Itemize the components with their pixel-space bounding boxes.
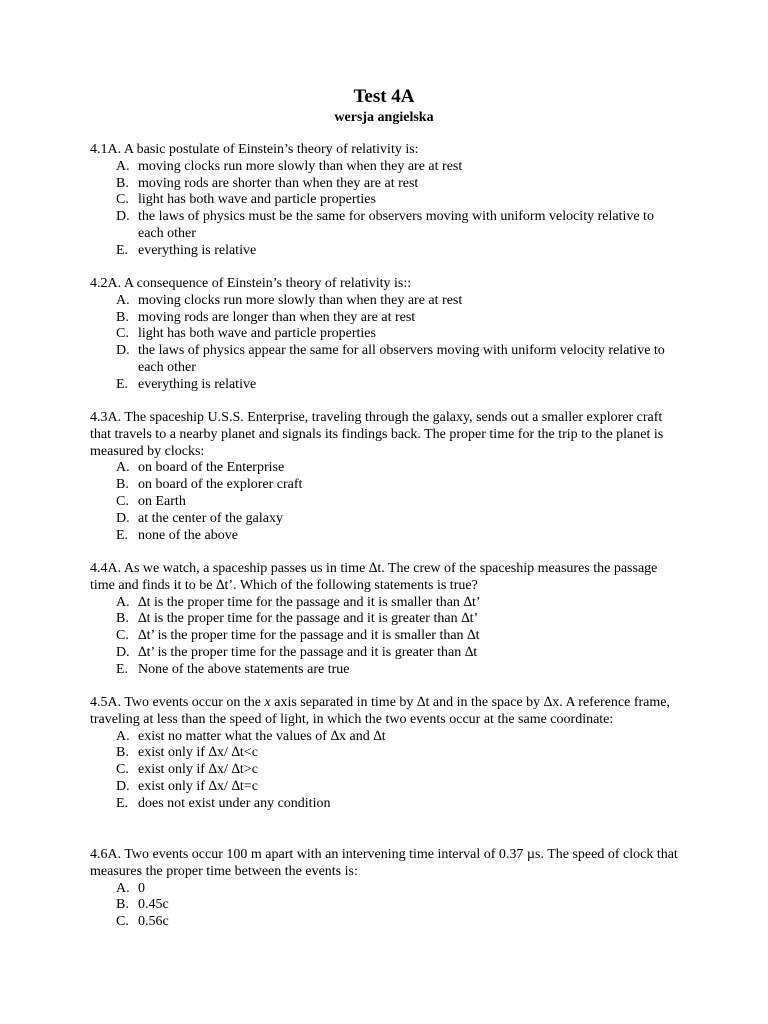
option-text: exist no matter what the values of ∆x and ∆t <box>138 728 386 744</box>
question-stem <box>90 695 680 729</box>
option-letter: A. <box>116 880 130 896</box>
option-letter: A. <box>116 292 130 308</box>
answer-options <box>90 293 680 394</box>
answer-option <box>90 310 680 327</box>
answer-option <box>90 243 680 260</box>
option-text: 0 <box>138 880 145 896</box>
option-text: the laws of physics appear the same for all observers moving with uniform velocity relative to each other <box>138 343 665 375</box>
question-4-5a <box>90 695 680 813</box>
question-4-3a <box>90 410 680 544</box>
option-letter: B. <box>116 175 129 191</box>
question-stem: 4.4A. As we watch, a spaceship passes us in time ∆t. The crew of the spaceship measures the passage time and finds it to be ∆t’. Which of the following statements is true? <box>90 561 658 593</box>
answer-option <box>90 528 680 545</box>
stem-text-end: axis separated in time by ∆t and in the space by ∆x. A reference frame, traveling at less than the speed of light, in which the two events occur at the same coordinate: <box>90 695 670 727</box>
answer-options <box>90 460 680 544</box>
option-text: ∆t’ is the proper time for the passage and it is greater than ∆t <box>138 644 478 660</box>
option-text: light has both wave and particle properties <box>138 192 376 208</box>
answer-option <box>90 611 680 628</box>
option-text: ∆t is the proper time for the passage and it is smaller than ∆t’ <box>138 594 481 610</box>
answer-option <box>90 595 680 612</box>
answer-option <box>90 343 680 377</box>
option-text: exist only if ∆x/ ∆t<c <box>138 745 258 761</box>
answer-option <box>90 914 680 931</box>
option-letter: A. <box>116 460 130 476</box>
option-letter: C. <box>116 493 129 509</box>
option-letter: D. <box>116 343 130 359</box>
option-text: 0.56c <box>138 914 169 930</box>
answer-option <box>90 176 680 193</box>
option-letter: A. <box>116 158 130 174</box>
option-letter: E. <box>116 376 129 392</box>
question-4-2a <box>90 276 680 394</box>
answer-option <box>90 881 680 898</box>
answer-option <box>90 159 680 176</box>
page-subtitle: wersja angielska <box>334 110 434 125</box>
answer-option <box>90 729 680 746</box>
answer-option <box>90 897 680 914</box>
option-letter: C. <box>116 326 129 342</box>
stem-text-start: 4.5A. Two events occur on the <box>90 695 265 710</box>
option-letter: E. <box>116 795 129 811</box>
answer-option <box>90 293 680 310</box>
option-letter: C. <box>116 914 129 930</box>
answer-options <box>90 881 680 931</box>
option-text: moving clocks run more slowly than when they are at rest <box>138 292 463 308</box>
option-letter: E. <box>116 661 129 677</box>
question-stem: 4.6A. Two events occur 100 m apart with an intervening time interval of 0.37 µs. The speed of clock that measures the proper time between the events is: <box>90 847 678 879</box>
answer-option <box>90 628 680 645</box>
option-letter: A. <box>116 594 130 610</box>
answer-option <box>90 762 680 779</box>
answer-option <box>90 192 680 209</box>
option-text: ∆t’ is the proper time for the passage and it is smaller than ∆t <box>138 628 480 644</box>
answer-option <box>90 209 680 243</box>
answer-option <box>90 645 680 662</box>
question-stem: 4.3A. The spaceship U.S.S. Enterprise, traveling through the galaxy, sends out a smaller explorer craft that travels to a nearby planet and signals its findings back. The proper time for the trip to the planet is measured by clocks: <box>90 410 664 459</box>
answer-options <box>90 159 680 260</box>
option-letter: B. <box>116 897 129 913</box>
answer-option <box>90 477 680 494</box>
option-text: moving rods are longer than when they are at rest <box>138 309 416 325</box>
answer-option <box>90 779 680 796</box>
option-letter: D. <box>116 510 130 526</box>
question-4-1a <box>90 142 680 260</box>
question-stem: 4.1A. A basic postulate of Einstein’s theory of relativity is: <box>90 142 419 157</box>
option-text: None of the above statements are true <box>138 661 350 677</box>
answer-option <box>90 460 680 477</box>
answer-option <box>90 662 680 679</box>
answer-option <box>90 796 680 813</box>
answer-option <box>90 326 680 343</box>
option-letter: B. <box>116 745 129 761</box>
option-text: moving clocks run more slowly than when they are at rest <box>138 158 463 174</box>
option-text: the laws of physics must be the same for observers moving with uniform velocity relative to each other <box>138 209 654 241</box>
question-stem: 4.2A. A consequence of Einstein’s theory of relativity is:: <box>90 276 412 291</box>
option-text: on Earth <box>138 493 186 509</box>
option-letter: D. <box>116 209 130 225</box>
option-letter: C. <box>116 628 129 644</box>
option-text: ∆t is the proper time for the passage and it is greater than ∆t’ <box>138 611 479 627</box>
option-text: 0.45c <box>138 897 169 913</box>
answer-options <box>90 595 680 679</box>
option-letter: B. <box>116 477 129 493</box>
option-text: none of the above <box>138 527 238 543</box>
option-letter: A. <box>116 728 130 744</box>
answer-option <box>90 377 680 394</box>
option-letter: C. <box>116 192 129 208</box>
answer-option <box>90 745 680 762</box>
option-letter: D. <box>116 778 130 794</box>
answer-option <box>90 494 680 511</box>
option-letter: E. <box>116 527 129 543</box>
option-letter: E. <box>116 242 129 258</box>
question-4-6a <box>90 847 680 931</box>
page-title: Test 4A <box>353 86 415 107</box>
option-text: at the center of the galaxy <box>138 510 283 526</box>
answer-option <box>90 511 680 528</box>
option-text: on board of the Enterprise <box>138 460 285 476</box>
option-text: moving rods are shorter than when they are at rest <box>138 175 419 191</box>
option-letter: B. <box>116 309 129 325</box>
option-text: light has both wave and particle properties <box>138 326 376 342</box>
option-text: exist only if ∆x/ ∆t=c <box>138 778 258 794</box>
question-4-4a <box>90 561 680 679</box>
option-letter: C. <box>116 762 129 778</box>
stem-italic-variable: x <box>264 695 271 710</box>
option-letter: B. <box>116 611 129 627</box>
option-text: everything is relative <box>138 376 257 392</box>
option-letter: D. <box>116 644 130 660</box>
answer-options <box>90 729 680 813</box>
option-text: exist only if ∆x/ ∆t>c <box>138 762 258 778</box>
option-text: does not exist under any condition <box>138 795 331 811</box>
option-text: on board of the explorer craft <box>138 477 303 493</box>
option-text: everything is relative <box>138 242 257 258</box>
